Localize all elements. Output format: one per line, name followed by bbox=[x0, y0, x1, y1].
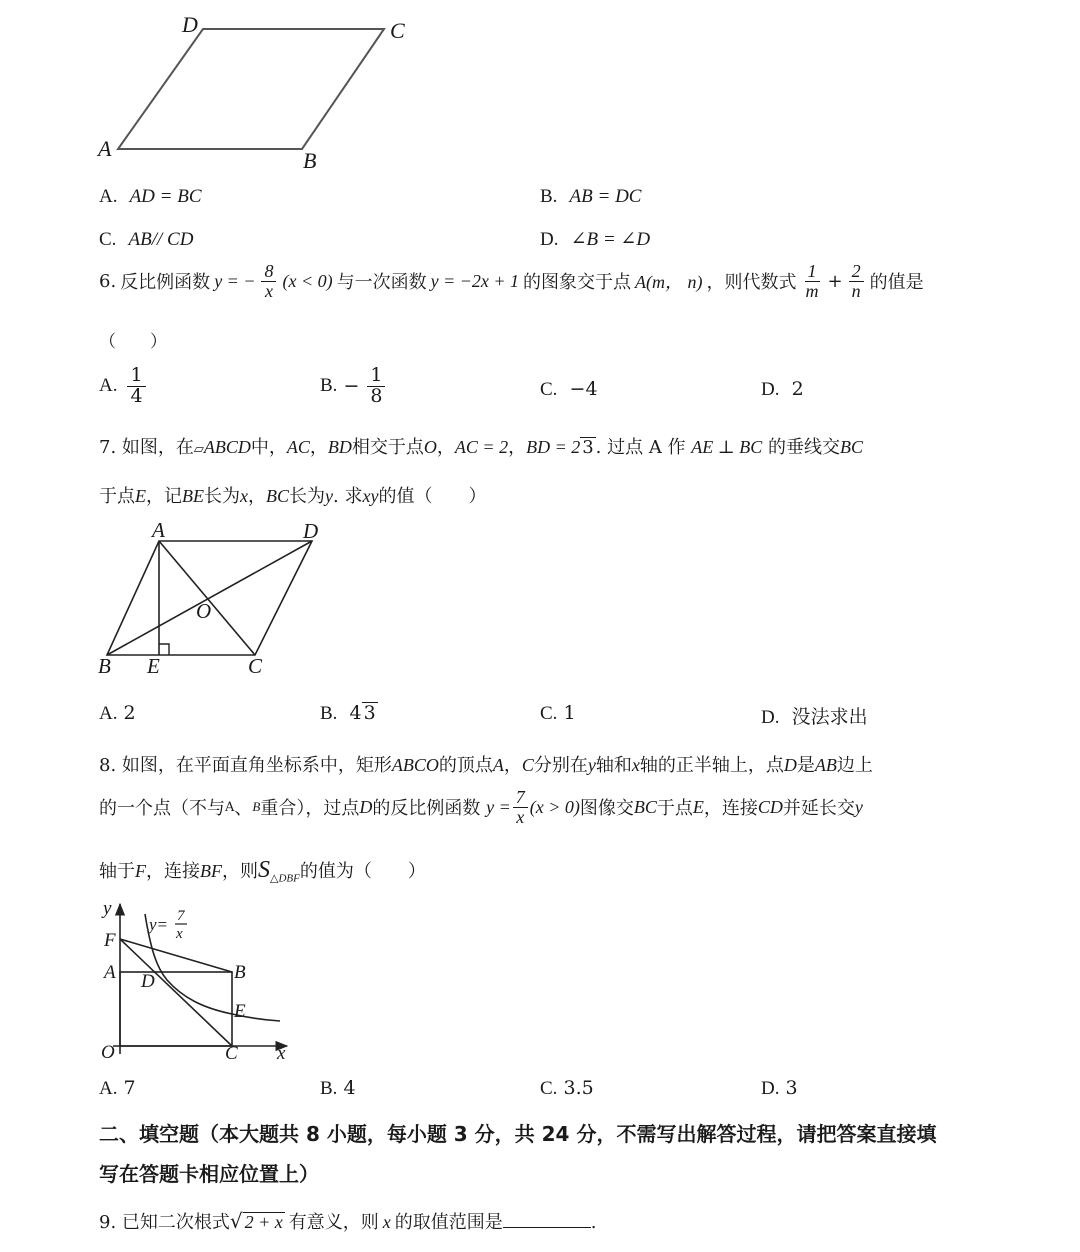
q8-option-b-text: 4 bbox=[343, 1077, 356, 1099]
q7-option-d-text: 没法求出 bbox=[791, 706, 868, 728]
q8-l2-c: 、 bbox=[234, 798, 253, 820]
q7-l2-m: 的值（ ） bbox=[378, 486, 487, 507]
q6-func1-left: y = − bbox=[214, 270, 256, 291]
q7-option-b-rad: 3 bbox=[363, 702, 376, 724]
q6-option-a-letter: A. bbox=[99, 375, 118, 397]
q8-l1-c: 的顶点 bbox=[438, 755, 493, 776]
q7-l1-p: 的垂线交 bbox=[767, 437, 840, 458]
q7-line-1 bbox=[99, 433, 863, 459]
q7-l2-l: xy bbox=[362, 486, 379, 506]
q6-text5: 的值是 bbox=[869, 272, 924, 294]
q8-option-b-letter: B. bbox=[320, 1078, 338, 1099]
q8-l2-m: ，连接 bbox=[703, 798, 758, 820]
q7-option-a-text: 2 bbox=[123, 702, 136, 724]
q5-option-a[interactable] bbox=[99, 185, 202, 208]
q6-option-b-letter: B. bbox=[320, 375, 338, 397]
q7-l2-c: ，记 bbox=[146, 486, 182, 507]
q8-l1-g: 分别在 bbox=[533, 755, 588, 776]
q7-option-c[interactable] bbox=[540, 702, 576, 725]
q8-l1-o: 边上 bbox=[836, 755, 873, 776]
q8-line-3 bbox=[99, 857, 426, 885]
q8-l2-n: CD bbox=[757, 796, 783, 817]
q8-l2-j: BC bbox=[633, 796, 657, 817]
q7-l1-sqrt bbox=[580, 437, 595, 458]
q5-label-d: D bbox=[182, 12, 198, 37]
q7-option-a-letter: A. bbox=[99, 703, 118, 724]
q5-option-d-text: ∠B = ∠D bbox=[570, 229, 651, 250]
q8-option-d-text: 3 bbox=[785, 1077, 798, 1099]
q6-text2: 与一次函数 bbox=[336, 272, 427, 294]
q7-l1-a: 7. 如图，在 bbox=[99, 437, 194, 458]
section-2-heading-line-1: 二、填空题（本大题共 8 小题，每小题 3 分，共 24 分，不需写出解答过程，请把答案直接填 bbox=[99, 1122, 937, 1146]
q8-l1-m: 是 bbox=[796, 755, 815, 776]
q5-option-b-letter: B. bbox=[540, 186, 558, 207]
q8-l2-p: y bbox=[854, 796, 863, 817]
q8-l2-fraction bbox=[513, 788, 528, 827]
q5-option-c-text: AB// CD bbox=[128, 229, 194, 250]
q7-diagonal-ac bbox=[159, 541, 255, 655]
q8-l1-b: ABCO bbox=[391, 755, 439, 775]
q8-l2-l: E bbox=[692, 796, 704, 817]
q5-option-c[interactable] bbox=[99, 228, 193, 251]
q7-l1-e: ， bbox=[309, 437, 328, 458]
q7-label-e: E bbox=[147, 654, 160, 678]
q8-line-2 bbox=[99, 788, 863, 827]
q8-l3-h: 的值为（ ） bbox=[299, 861, 426, 882]
q7-line-2 bbox=[99, 482, 486, 508]
q7-l2-d: BE bbox=[182, 486, 204, 506]
q8-curve-label: y= bbox=[149, 915, 169, 934]
q8-l1-h: y bbox=[587, 755, 596, 775]
q6-option-c-text: −4 bbox=[569, 378, 598, 400]
q7-option-b-letter: B. bbox=[320, 703, 338, 724]
q8-l3-a: 轴于 bbox=[99, 861, 135, 882]
q7-l1-l: BD = 2 bbox=[526, 437, 581, 457]
q6-func1-fraction bbox=[261, 262, 276, 301]
q7-label-o: O bbox=[196, 599, 212, 623]
q7-option-a[interactable] bbox=[99, 702, 136, 725]
q7-option-d-letter: D. bbox=[761, 707, 780, 728]
q6-option-a-den: 4 bbox=[130, 384, 143, 407]
q9-question: 9. 已知二次根式 √ 2 + x 有意义，则 x 的取值范围是 . bbox=[99, 1209, 597, 1233]
q6-expr-fraction-2 bbox=[849, 262, 864, 301]
q6-option-b-den: 8 bbox=[370, 384, 383, 407]
q6-func1-num: 8 bbox=[261, 262, 276, 282]
q6-option-d-letter: D. bbox=[761, 379, 780, 400]
q8-label-y: y bbox=[103, 898, 112, 919]
q8-l2-f: D bbox=[359, 796, 373, 817]
q8-option-a-text: 7 bbox=[123, 1077, 136, 1099]
q7-label-c: C bbox=[248, 654, 263, 678]
q8-label-f: F bbox=[104, 930, 116, 951]
q8-label-a: A bbox=[104, 962, 116, 983]
q9-text-a: 9. 已知二次根式 bbox=[99, 1212, 230, 1233]
q9-answer-blank[interactable] bbox=[503, 1209, 591, 1228]
q8-label-b: B bbox=[234, 962, 246, 983]
q5-label-c: C bbox=[390, 18, 405, 43]
q7-l1-k: ， bbox=[508, 437, 527, 458]
q6-text4: ，则代数式 bbox=[706, 272, 797, 294]
q7-l1-f: BD bbox=[327, 437, 352, 457]
q8-l1-j: x bbox=[631, 755, 640, 775]
q7-l1-shape: ▱ bbox=[193, 442, 204, 457]
q6-option-b-sign: − bbox=[343, 375, 360, 398]
q6-text1: 反比例函数 bbox=[120, 272, 211, 294]
q8-l1-l: D bbox=[783, 755, 797, 775]
q5-option-b-text: AB = DC bbox=[569, 186, 642, 207]
q7-l1-o: AE ⊥ BC bbox=[691, 437, 763, 457]
q5-option-d[interactable] bbox=[540, 228, 650, 251]
q8-l1-i: 轴和 bbox=[595, 755, 632, 776]
q7-label-a: A bbox=[152, 518, 165, 542]
q9-text-d: 的取值范围是 bbox=[394, 1212, 503, 1233]
section-2-heading-line-2: 写在答题卡相应位置上） bbox=[99, 1162, 319, 1186]
q5-option-b[interactable] bbox=[540, 185, 641, 208]
q5-parallelogram-figure bbox=[90, 8, 420, 178]
q7-l2-e: 长为 bbox=[204, 486, 240, 507]
q6-text3: 的图象交于点 bbox=[523, 272, 632, 294]
q8-option-a[interactable] bbox=[99, 1077, 136, 1100]
q5-option-c-letter: C. bbox=[99, 229, 117, 250]
q8-l3-f: S bbox=[258, 857, 270, 883]
q8-option-a-letter: A. bbox=[99, 1078, 118, 1099]
q5-option-d-letter: D. bbox=[540, 229, 559, 250]
q9-var-x: x bbox=[382, 1212, 391, 1232]
q8-curve-label-den: x bbox=[176, 926, 183, 942]
q8-l3-d: BF bbox=[200, 861, 222, 881]
q9-text-e: . bbox=[590, 1212, 597, 1233]
q8-label-x: x bbox=[277, 1043, 286, 1064]
q8-l1-a: 8. 如图，在平面直角坐标系中，矩形 bbox=[99, 755, 392, 776]
q7-label-b: B bbox=[98, 654, 111, 678]
q7-l1-i: ， bbox=[436, 437, 455, 458]
q9-radicand: 2 + x bbox=[244, 1212, 283, 1232]
q7-l1-c: 中， bbox=[250, 437, 287, 458]
q7-l2-j: y bbox=[325, 486, 334, 506]
q6-func2: y = −2x + 1 bbox=[430, 270, 520, 291]
q5-option-a-letter: A. bbox=[99, 186, 118, 207]
q5-parallelogram bbox=[118, 29, 384, 149]
q6-option-a-fraction bbox=[127, 366, 145, 407]
q5-option-a-text: AD = BC bbox=[129, 186, 202, 207]
q7-l1-n: . 过点 A 作 bbox=[595, 437, 686, 458]
q8-l2-g: 的反比例函数 bbox=[372, 798, 481, 820]
q6-option-a-num: 1 bbox=[127, 366, 145, 387]
q6-paren: （ ） bbox=[99, 332, 167, 352]
q8-l1-e: ， bbox=[503, 755, 522, 776]
q8-l3-g: △DBF bbox=[270, 872, 300, 885]
q7-l1-m: 3 bbox=[582, 437, 594, 458]
q8-l2-a: 的一个点（不与 bbox=[99, 798, 225, 820]
q7-l2-h: BC bbox=[266, 486, 290, 506]
q9-text-b: 有意义，则 bbox=[288, 1212, 379, 1233]
q8-l3-b: F bbox=[135, 861, 146, 881]
q7-l2-k: . 求 bbox=[333, 486, 363, 507]
q7-right-angle-mark bbox=[159, 644, 169, 655]
q8-l1-n: AB bbox=[814, 755, 837, 775]
q6-expr-num2: 2 bbox=[849, 262, 864, 282]
q8-option-c-letter: C. bbox=[540, 1078, 558, 1099]
q8-l1-f: C bbox=[521, 755, 534, 775]
q8-l2-b: A bbox=[225, 799, 235, 815]
q8-option-c-text: 3.5 bbox=[563, 1077, 594, 1099]
q8-l2-den: x bbox=[516, 806, 525, 827]
q6-option-c[interactable] bbox=[540, 378, 598, 401]
q7-option-b-coef: 4 bbox=[349, 702, 362, 724]
q7-diagonal-bd bbox=[107, 541, 312, 655]
q8-label-e: E bbox=[234, 1001, 246, 1022]
q8-l2-k: 于点 bbox=[656, 798, 693, 820]
q8-coordinate-figure bbox=[95, 896, 305, 1068]
q7-l1-q: BC bbox=[839, 437, 863, 457]
q6-option-a[interactable] bbox=[99, 366, 148, 407]
q8-l2-num: 7 bbox=[513, 788, 528, 808]
q8-l2-d: B bbox=[252, 799, 261, 815]
q8-label-o: O bbox=[101, 1042, 115, 1063]
q7-l1-b: ABCD bbox=[203, 437, 251, 457]
q7-l1-d: AC bbox=[286, 437, 310, 457]
q6-func1-cond: (x < 0) bbox=[282, 270, 333, 291]
q8-label-c: C bbox=[225, 1043, 238, 1064]
q8-l1-d: A bbox=[492, 755, 504, 775]
q8-l2-e: 重合），过点 bbox=[260, 798, 360, 820]
q7-l2-i: 长为 bbox=[289, 486, 326, 507]
q6-question bbox=[99, 262, 924, 301]
q7-option-c-letter: C. bbox=[540, 703, 558, 724]
q6-expr-den1: m bbox=[805, 280, 819, 301]
q7-option-b-sqrt bbox=[362, 702, 378, 724]
q6-option-b-fraction bbox=[367, 366, 385, 407]
q7-l1-h: O bbox=[423, 437, 437, 457]
q6-expr-num1: 1 bbox=[805, 262, 820, 282]
q8-l2-cond: (x > 0) bbox=[529, 796, 580, 817]
q8-l3-c: ，连接 bbox=[146, 861, 200, 882]
q6-option-b[interactable] bbox=[320, 366, 387, 407]
q5-label-a: A bbox=[98, 136, 112, 161]
q8-option-b[interactable] bbox=[320, 1077, 356, 1100]
q6-option-d-text: 2 bbox=[791, 378, 804, 400]
q7-parallelogram-figure bbox=[90, 518, 340, 680]
q6-func1-den: x bbox=[264, 280, 273, 301]
q6-option-b-num: 1 bbox=[367, 366, 385, 387]
q6-number: 6. bbox=[99, 270, 117, 292]
q7-l1-j: AC = 2 bbox=[454, 437, 509, 457]
q8-l1-k: 轴的正半轴上，点 bbox=[639, 755, 784, 776]
q6-option-c-letter: C. bbox=[540, 379, 558, 400]
q8-l2-i: 图像交 bbox=[579, 798, 634, 820]
q8-l2-o: 并延长交 bbox=[782, 798, 855, 820]
q5-label-b: B bbox=[303, 148, 317, 173]
q7-option-d[interactable] bbox=[761, 702, 868, 729]
q8-option-d-letter: D. bbox=[761, 1078, 780, 1099]
q7-label-d: D bbox=[303, 519, 319, 543]
q7-option-b[interactable] bbox=[320, 702, 378, 725]
q8-l2-h: y = bbox=[486, 796, 511, 817]
q6-expr-fraction-1 bbox=[803, 262, 822, 301]
q8-l3-e: ，则 bbox=[222, 861, 258, 882]
q8-option-d[interactable] bbox=[761, 1077, 798, 1100]
q8-label-d: D bbox=[141, 971, 155, 992]
q7-l2-a: 于点 bbox=[99, 486, 135, 507]
q7-l1-g: 相交于点 bbox=[351, 437, 424, 458]
q7-l2-b: E bbox=[135, 486, 146, 506]
q6-expr-den2: n bbox=[851, 280, 861, 301]
q8-option-c[interactable] bbox=[540, 1077, 594, 1100]
q6-option-d[interactable] bbox=[761, 378, 804, 401]
q6-expr-plus: + bbox=[827, 270, 843, 292]
q7-l2-g: ， bbox=[248, 486, 266, 507]
q7-l2-f: x bbox=[240, 486, 248, 506]
q8-line-1 bbox=[99, 751, 873, 777]
q6-point: A(m， n) bbox=[635, 272, 703, 293]
q8-curve-label-num: 7 bbox=[177, 908, 185, 924]
q7-option-c-text: 1 bbox=[563, 702, 576, 724]
